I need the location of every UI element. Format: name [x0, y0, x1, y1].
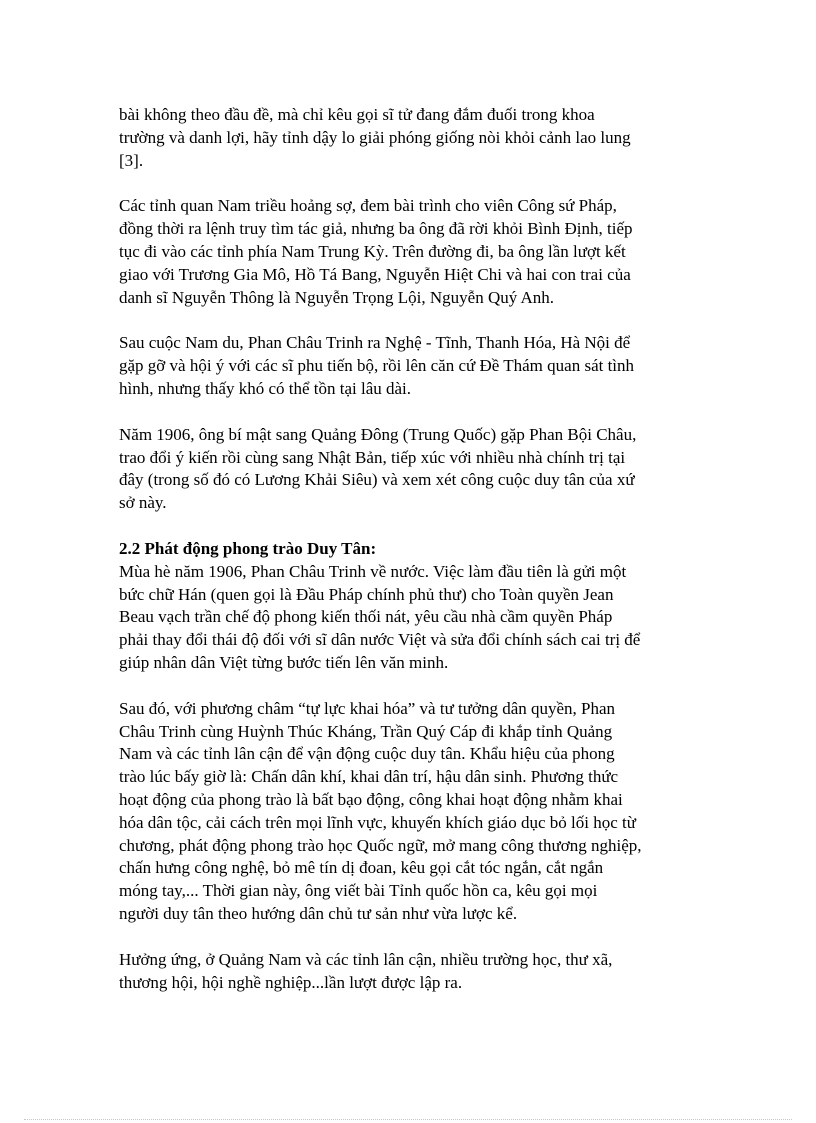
text-line: sở này. [119, 493, 167, 513]
text-line: thương hội, hội nghề nghiệp...lần lượt được lập ra. [119, 972, 463, 992]
text-line: giúp nhân dân Việt từng bước tiến lên văn minh. [119, 652, 449, 672]
text-line: Nam và các tỉnh lân cận để vận động cuộc duy tân. Khẩu hiệu của phong [119, 744, 615, 764]
text-line: Beau vạch trần chế độ phong kiến thối nát, yêu cầu nhà cầm quyền Pháp [119, 607, 613, 627]
text-line: giao với Trương Gia Mô, Hồ Tá Bang, Nguyễn Hiệt Chi và hai con trai của [119, 264, 631, 284]
text-line: trào lúc bấy giờ là: Chấn dân khí, khai dân trí, hậu dân sinh. Phương thức [119, 767, 619, 787]
paragraph-4 [119, 424, 705, 515]
text-line: Sau cuộc Nam du, Phan Châu Trinh ra Nghệ - Tĩnh, Thanh Hóa, Hà Nội để [119, 333, 631, 353]
text-line: phải thay đổi thái độ đối với sĩ dân nước Việt và sửa đổi chính sách cai trị để [119, 630, 641, 650]
paragraph-5 [119, 698, 705, 926]
text-line: gặp gỡ và hội ý với các sĩ phu tiến bộ, rồi lên căn cứ Đề Thám quan sát tình [119, 356, 635, 376]
text-line: đồng thời ra lệnh truy tìm tác giả, nhưng ba ông đã rời khỏi Bình Định, tiếp [119, 219, 633, 239]
paragraph-6 [119, 949, 705, 995]
text-line: bài không theo đầu đề, mà chỉ kêu gọi sĩ tử đang đắm đuối trong khoa [119, 105, 595, 124]
text-line: hình, nhưng thấy khó có thể tồn tại lâu dài. [119, 378, 412, 398]
text-line: Sau đó, với phương châm “tự lực khai hóa” và tư tưởng dân quyền, Phan [119, 698, 616, 718]
section-heading: 2.2 Phát động phong trào Duy Tân: [119, 538, 377, 558]
text-line: danh sĩ Nguyễn Thông là Nguyễn Trọng Lội, Nguyễn Quý Anh. [119, 287, 555, 307]
text-line: tục đi vào các tỉnh phía Nam Trung Kỳ. Trên đường đi, ba ông lần lượt kết [119, 241, 626, 261]
paragraph-1 [119, 104, 705, 172]
paragraph-2 [119, 195, 705, 309]
text-line: đây (trong số đó có Lương Khải Siêu) và xem xét công cuộc duy tân của xứ [119, 470, 635, 490]
text-line: chấn hưng công nghệ, bỏ mê tín dị đoan, kêu gọi cắt tóc ngắn, cắt ngắn [119, 858, 604, 878]
text-line: [3]. [119, 150, 144, 170]
text-line: trường và danh lợi, hãy tỉnh dậy lo giải phóng giống nòi khỏi cảnh lao lung [119, 127, 631, 147]
text-line: bức chữ Hán (quen gọi là Đầu Pháp chính phủ thư) cho Toàn quyền Jean [119, 584, 614, 604]
page-bottom-border [24, 1119, 792, 1120]
paragraph-3 [119, 332, 705, 400]
text-line: Châu Trinh cùng Huỳnh Thúc Kháng, Trần Quý Cáp đi khắp tỉnh Quảng [119, 721, 613, 741]
text-line: Các tỉnh quan Nam triều hoảng sợ, đem bài trình cho viên Công sứ Pháp, [119, 196, 617, 216]
section-2-2 [119, 538, 705, 675]
text-line: người duy tân theo hướng dân chủ tư sản như vừa lược kể. [119, 903, 518, 923]
document-page [119, 104, 705, 1017]
text-line: Năm 1906, ông bí mật sang Quảng Đông (Trung Quốc) gặp Phan Bội Châu, [119, 424, 637, 444]
text-line: Hưởng ứng, ở Quảng Nam và các tỉnh lân cận, nhiều trường học, thư xã, [119, 949, 613, 969]
text-line: hóa dân tộc, cải cách trên mọi lĩnh vực, khuyến khích giáo dục bỏ lối học từ [119, 812, 636, 832]
text-line: móng tay,... Thời gian này, ông viết bài Tỉnh quốc hồn ca, kêu gọi mọi [119, 881, 598, 901]
text-line: Mùa hè năm 1906, Phan Châu Trinh về nước. Việc làm đầu tiên là gửi một [119, 561, 627, 581]
text-line: trao đổi ý kiến rồi cùng sang Nhật Bản, tiếp xúc với nhiều nhà chính trị tại [119, 447, 626, 467]
text-line: hoạt động của phong trào là bất bạo động, công khai hoạt động nhằm khai [119, 789, 623, 809]
text-line: chương, phát động phong trào học Quốc ngữ, mở mang công thương nghiệp, [119, 835, 642, 855]
